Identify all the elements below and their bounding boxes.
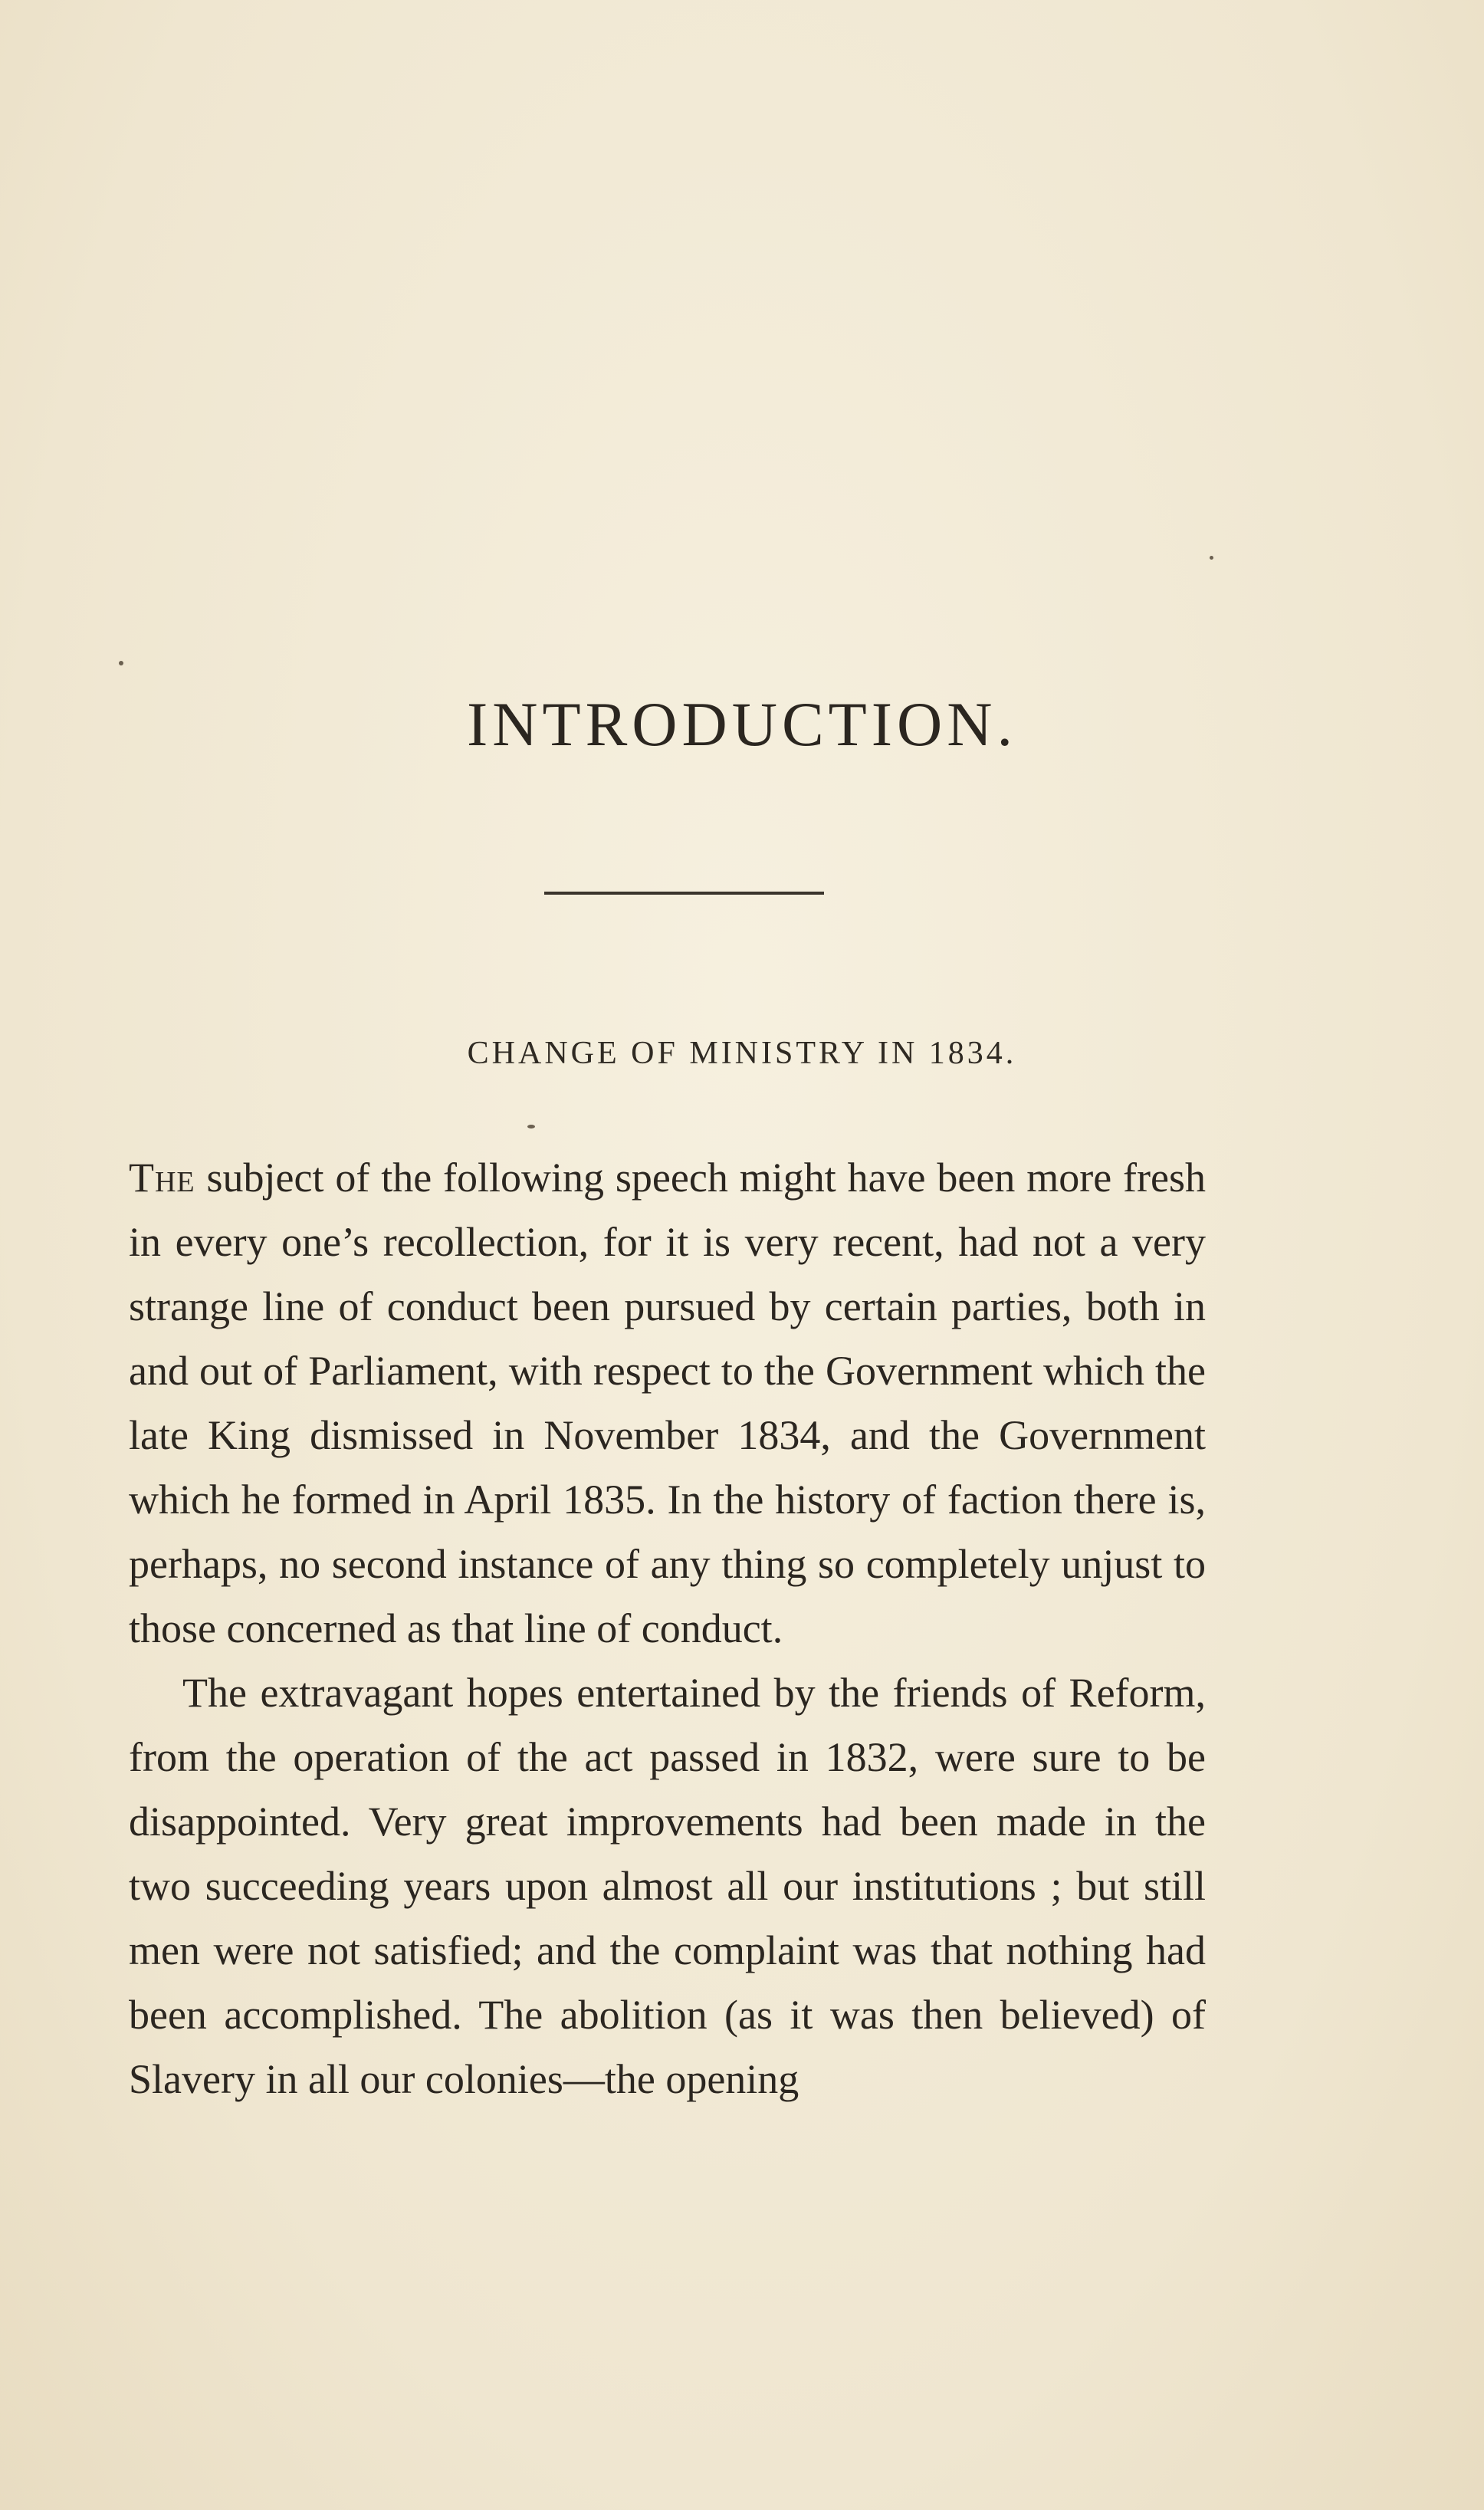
ink-speck [527,1125,535,1129]
paragraph-2-text: The extravagant hopes entertained by the friends of Reform, from the operation of the act passed in 1832, were sure to be disappointed. Very great improvements had been made in the two succeeding years upon almost all our institutions ; but still men were not satisfied; and the complaint was that nothing had been accomplished. The abolition (as it was then believed) of Slavery in all our colonies—the opening [129,1670,1206,2102]
body-text [129,1145,1206,2111]
ink-speck [1210,556,1213,560]
paragraph-lead-word: The [129,1155,195,1201]
paragraph-1-text: subject of the following speech might have been more fresh in every one’s recollection, for it is very recent, had not a very strange line of conduct been pursued by certain parties, both in and out of Parliament, with respect to the Government which the late King dismissed in November 1834, and the Government which he formed in April 1835. In the history of faction there is, perhaps, no second instance of any thing so completely unjust to those concerned as that line of conduct. [129,1155,1206,1651]
paragraph-2 [129,1661,1206,2111]
title-divider [544,892,824,895]
paragraph-1 [129,1145,1206,1661]
section-heading: CHANGE OF MINISTRY IN 1834. [467,1036,1017,1071]
page-title: INTRODUCTION. [467,689,1017,759]
ink-speck [119,661,123,665]
